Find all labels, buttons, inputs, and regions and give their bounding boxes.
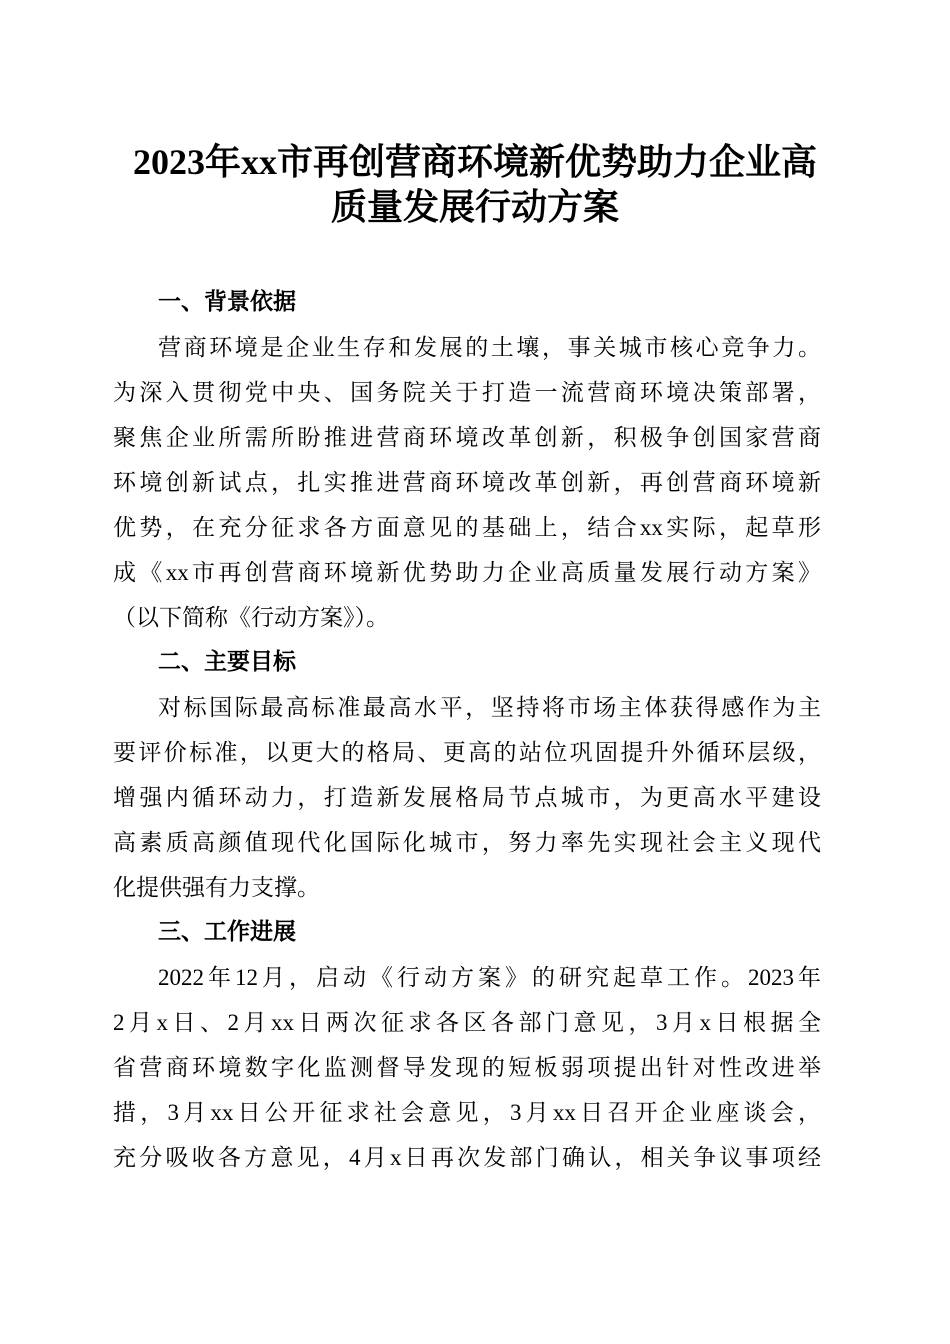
section-heading: 三、工作进展 — [158, 919, 296, 945]
paragraph-line: 增强内循环动力，打造新发展格局节点城市，为更高水平建设 — [113, 785, 821, 810]
paragraph-line: 化提供强有力支撑。 — [113, 875, 320, 900]
section-heading: 一、背景依据 — [158, 289, 296, 315]
paragraph-line: （以下简称《行动方案》）。 — [113, 605, 389, 630]
paragraph-line: 要评价标准，以更大的格局、更高的站位巩固提升外循环层级， — [113, 740, 821, 765]
paragraph-line: 优势，在充分征求各方面意见的基础上，结合xx实际，起草形 — [113, 515, 821, 540]
section-heading: 二、主要目标 — [158, 649, 296, 675]
paragraph-line: 营商环境是企业生存和发展的土壤，事关城市核心竞争力。 — [158, 335, 821, 360]
paragraph-line: 聚焦企业所需所盼推进营商环境改革创新，积极争创国家营商 — [113, 425, 821, 450]
paragraph-line: 高素质高颜值现代化国际化城市，努力率先实现社会主义现代 — [113, 830, 821, 855]
document-body — [113, 280, 821, 1180]
paragraph-line: 省营商环境数字化监测督导发现的短板弱项提出针对性改进举 — [113, 1055, 821, 1080]
document-title-line-2: 质量发展行动方案 — [330, 187, 619, 227]
paragraph-line: 成《xx市再创营商环境新优势助力企业高质量发展行动方案》 — [113, 560, 821, 585]
paragraph-line: 对标国际最高标准最高水平，坚持将市场主体获得感作为主 — [158, 695, 821, 720]
paragraph-line: 为深入贯彻党中央、国务院关于打造一流营商环境决策部署， — [113, 380, 821, 405]
document-title-line-1: 2023年xx市再创营商环境新优势助力企业高 — [132, 142, 817, 182]
paragraph-line: 环境创新试点，扎实推进营商环境改革创新，再创营商环境新 — [113, 470, 821, 495]
paragraph-line: 2022年12月，启动《行动方案》的研究起草工作。2023年 — [158, 965, 821, 990]
paragraph-line: 措，3月xx日公开征求社会意见，3月xx日召开企业座谈会， — [113, 1100, 821, 1125]
paragraph-line: 2月x日、2月xx日两次征求各区各部门意见，3月x日根据全 — [113, 1010, 821, 1035]
paragraph-line: 充分吸收各方意见，4月x日再次发部门确认，相关争议事项经 — [113, 1145, 821, 1170]
